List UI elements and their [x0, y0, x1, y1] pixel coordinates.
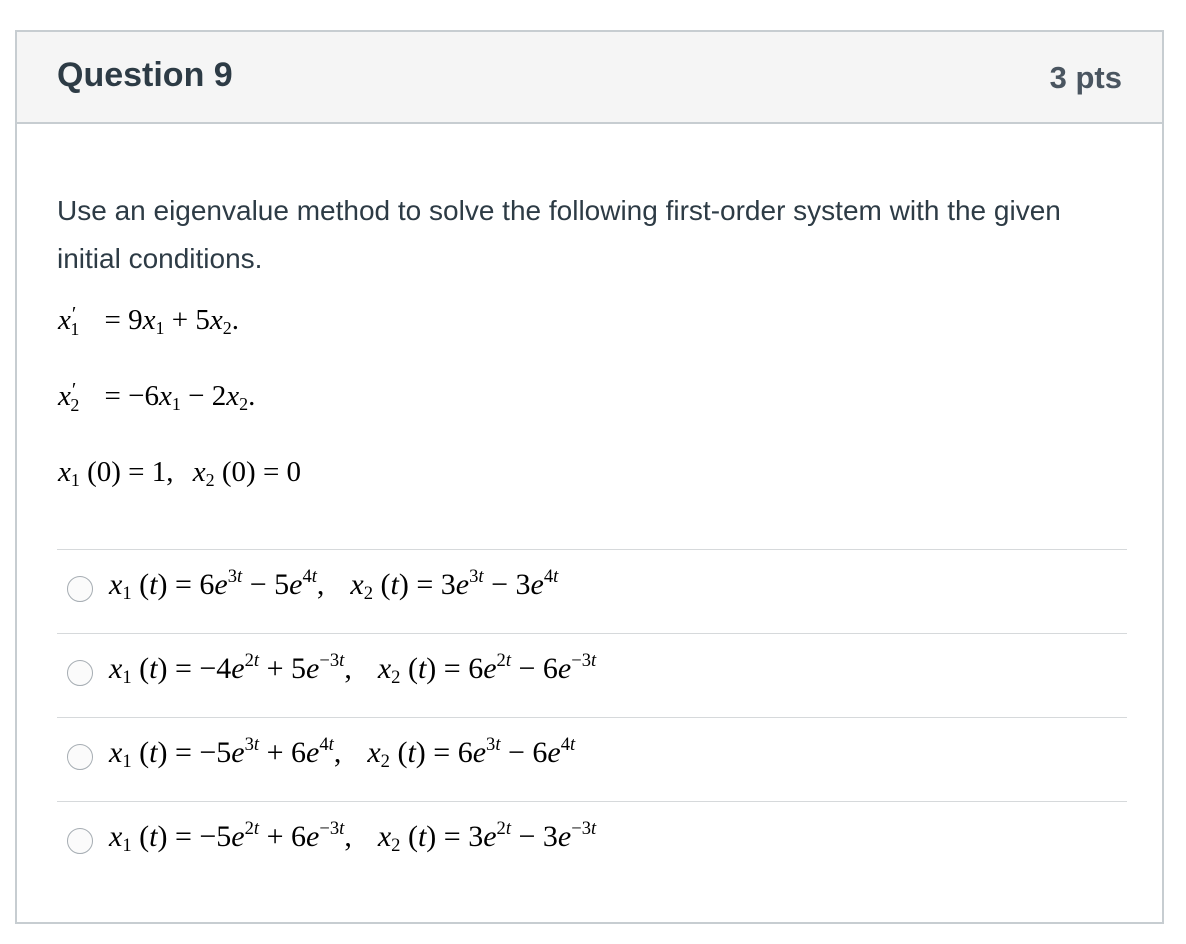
answer-option-4[interactable] [57, 802, 1127, 884]
answer-option-2[interactable] [57, 634, 1127, 716]
equation-2: $x'_2 = -6x_1 - 2x_2$. [58, 378, 256, 416]
question-header [17, 32, 1162, 124]
initial-conditions: $x_1$ (0) = 1, $x_2$ (0) = 0 [58, 456, 302, 491]
answer-option-1[interactable] [57, 550, 1127, 632]
radio-unselected-icon[interactable] [67, 744, 93, 770]
equation-2-rhs: = $-6x_1 - 2x_2$. [104, 380, 256, 415]
answer-option-3-label: $x_1$ $(t) = -5e^{3t} + 6e^{4t}$, $x_2$ $(t) = 6e^{3t} - 6e^{4t}$ [109, 733, 576, 773]
question-card [15, 30, 1164, 924]
answer-option-3[interactable] [57, 718, 1127, 800]
answer-option-1-label: $x_1$ $(t) = 6e^{3t} - 5e^{4t}$, $x_2$ $(t) = 3e^{3t} - 3e^{4t}$ [109, 565, 559, 605]
radio-unselected-icon[interactable] [67, 576, 93, 602]
answer-option-4-label: $x_1$ $(t) = -5e^{2t} + 6e^{-3t}$, $x_2$ $(t) = 3e^{2t} - 3e^{-3t}$ [109, 817, 597, 857]
question-points: 3 pts [1049, 60, 1122, 95]
answer-option-2-label: $x_1$ $(t) = -4e^{2t} + 5e^{-3t}$, $x_2$ $(t) = 6e^{2t} - 6e^{-3t}$ [109, 649, 597, 689]
question-title: Question 9 [57, 56, 233, 94]
radio-unselected-icon[interactable] [67, 828, 93, 854]
equation-1: $x'_1 = 9x_1 + 5x_2$. [58, 302, 239, 340]
question-prompt: Use an eigenvalue method to solve the following first-order system with the given initial conditions. [57, 195, 1061, 274]
radio-unselected-icon[interactable] [67, 660, 93, 686]
equation-1-rhs: = $9x_1 + 5x_2$. [104, 304, 239, 339]
